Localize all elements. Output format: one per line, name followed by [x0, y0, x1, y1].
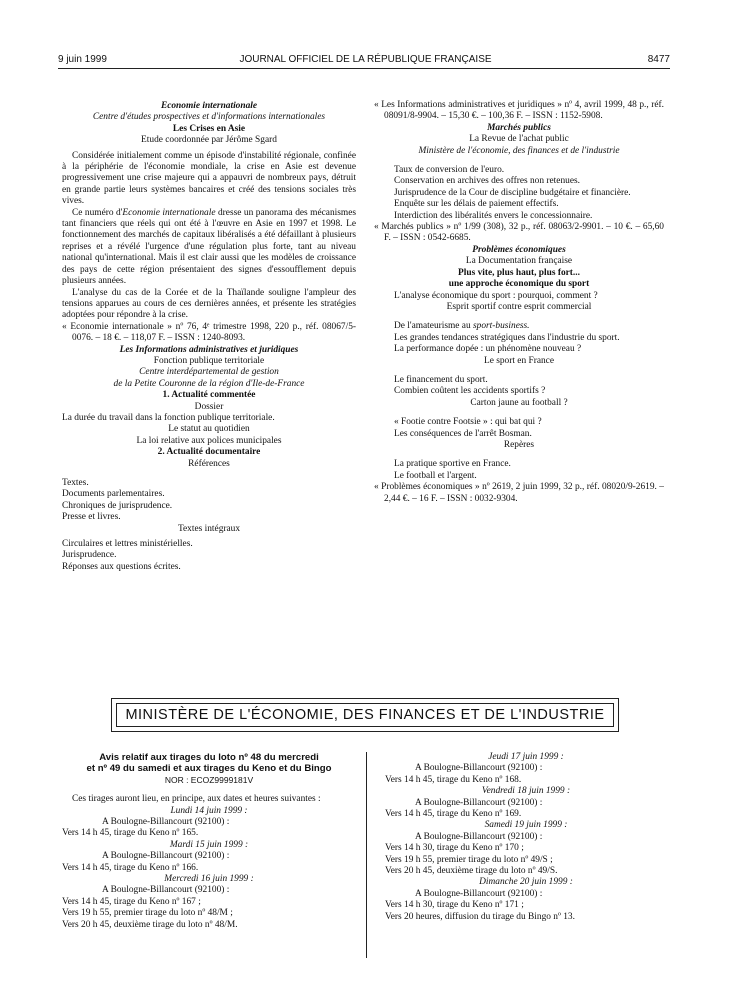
- avis-title-1: Avis relatif aux tirages du loto nº 48 du mercredi: [99, 752, 319, 763]
- ministere-line: Ministère de l'économie, des finances et de l'industrie: [418, 145, 620, 156]
- day-line: Vers 14 h 45, tirage du Keno nº 169.: [385, 809, 522, 820]
- day-line: Vers 14 h 45, tirage du Keno nº 167 ;: [62, 896, 201, 907]
- list-item: Taux de conversion de l'euro.: [394, 165, 505, 176]
- list-item: De l'amateurisme au sport-business.: [394, 321, 530, 332]
- dossier-title-2: une approche économique du sport: [448, 279, 590, 290]
- day-heading: Mardi 15 juin 1999 :: [169, 839, 249, 850]
- analyse-line: L'analyse économique du sport : pourquoi, comment ?: [394, 290, 598, 301]
- list-item: Combien coûtent les accidents sportifs ?: [394, 386, 546, 397]
- section-heading-problemes: Problèmes économiques: [472, 244, 566, 255]
- paragraph: Ce numéro d'Economie internationale dresse un panorama des mécanismes tant financiers que réels qui ont été à l'œuvre en Asie en 1997 et 1998. Le fonctionnement des marchés de capitaux libéralisés a été défaillant à plusieurs reprises et a révélé l'urgence d'une régulation plus forte, tant au niveau national qu'international. Mais il est clair aussi que les modèles de croissance des pays de cette région présentaient des signes d'essoufflement depuis plusieurs années.: [62, 207, 356, 287]
- day-heading: Vendredi 18 juin 1999 :: [481, 786, 571, 797]
- day-place: A Boulogne-Billancourt (92100) :: [102, 817, 230, 828]
- integraux-list: [62, 539, 356, 573]
- list-item: La performance dopée : un phénomène nouveau ?: [394, 344, 582, 355]
- sport-france-heading: Le sport en France: [483, 355, 555, 366]
- marches-list: [374, 165, 664, 222]
- avis-left-column: [62, 752, 356, 931]
- publisher-cepii: Centre d'études prospectives et d'informations internationales: [92, 112, 326, 123]
- list-item: Presse et livres.: [62, 512, 121, 523]
- day-line: Vers 14 h 45, tirage du Keno nº 165.: [62, 828, 199, 839]
- sport-list: [374, 375, 664, 398]
- list-item: Jurisprudence.: [62, 550, 117, 561]
- list-item: Chroniques de jurisprudence.: [62, 500, 173, 511]
- list-item: Jurisprudence de la Cour de discipline budgétaire et financière.: [394, 187, 631, 198]
- reperes-heading: Repères: [503, 439, 535, 450]
- carton-list: [374, 417, 664, 440]
- carton-heading: Carton jaune au football ?: [470, 397, 568, 408]
- day-heading: Mercredi 16 juin 1999 :: [164, 874, 254, 885]
- list-item: Circulaires et lettres ministérielles.: [62, 539, 193, 550]
- list-item: « Footie contre Footsie » : qui bat qui ?: [394, 417, 542, 428]
- day-line: Vers 14 h 45, tirage du Keno nº 166.: [62, 862, 199, 873]
- column-divider: [366, 752, 367, 958]
- day-line: Vers 20 h 45, deuxième tirage du loto nº 49/S.: [385, 866, 558, 877]
- section-heading-marches: Marchés publics: [487, 122, 551, 133]
- list-item: Interdiction des libéralités envers le concessionnaire.: [394, 210, 593, 221]
- publication-reference: « Les Informations administratives et juridiques » nº 4, avril 1999, 48 p., réf. 08091/8-9904. – 15,30 €. – 100,36 F. – ISSN : 1152-5908.: [374, 100, 664, 122]
- list-item: Documents parlementaires.: [62, 489, 165, 500]
- day-place: A Boulogne-Billancourt (92100) :: [102, 851, 230, 862]
- list-item: Enquête sur les délais de paiement effectifs.: [394, 199, 559, 210]
- day-line: Vers 19 h 55, premier tirage du loto nº 48/M ;: [62, 908, 233, 919]
- day-place: A Boulogne-Billancourt (92100) :: [415, 797, 543, 808]
- doc-francaise: La Documentation française: [465, 256, 573, 267]
- list-item: La pratique sportive en France.: [394, 459, 511, 470]
- textes-integraux-heading: Textes intégraux: [177, 523, 241, 534]
- day-line: Vers 19 h 55, premier tirage du loto nº 49/S ;: [385, 854, 553, 865]
- actualite-commentee: 1. Actualité commentée: [162, 390, 256, 401]
- day-place: A Boulogne-Billancourt (92100) :: [415, 831, 543, 842]
- left-column: [62, 101, 356, 573]
- day-line: Vers 20 h 45, deuxième tirage du loto nº 48/M.: [62, 919, 238, 930]
- day-heading: Jeudi 17 juin 1999 :: [488, 752, 564, 762]
- coordination-note: Etude coordonnée par Jérôme Sgard: [141, 135, 277, 146]
- section-heading-economie: Economie internationale: [160, 101, 258, 111]
- day-place: A Boulogne-Billancourt (92100) :: [415, 763, 543, 774]
- day-line: Vers 14 h 30, tirage du Keno nº 171 ;: [385, 900, 524, 911]
- paragraph: L'analyse du cas de la Corée et de la Thaïlande souligne l'ampleur des tensions apparues au cours de ces dernières années, et présente les stratégies adoptées pour répondre à la crise.: [62, 287, 356, 321]
- dossier-title-1: Plus vite, plus haut, plus fort...: [458, 267, 580, 278]
- esprit-heading: Esprit sportif contre esprit commercial: [446, 301, 592, 312]
- section-heading-informations: Les Informations administratives et juridiques: [119, 344, 299, 355]
- list-item: Les grandes tendances stratégiques dans l'industrie du sport.: [394, 332, 620, 343]
- references-list: [62, 478, 356, 524]
- day-heading: Lundi 14 juin 1999 :: [170, 805, 248, 816]
- day-place: A Boulogne-Billancourt (92100) :: [102, 885, 230, 896]
- centre-line-1: Centre interdépartemental de gestion: [139, 367, 279, 378]
- publication-reference: « Economie internationale » nº 76, 4ᵉ trimestre 1998, 220 p., réf. 08067/5-0076. – 18 €. – 118,07 F. – ISSN : 1240-8093.: [62, 321, 356, 344]
- reperes-list: [374, 459, 664, 482]
- day-line: Vers 20 heures, diffusion du tirage du Bingo nº 13.: [385, 911, 575, 922]
- list-item: Réponses aux questions écrites.: [62, 561, 181, 572]
- header-rule: [58, 68, 670, 69]
- header-date: 9 juin 1999: [58, 54, 107, 65]
- dossier-heading: Dossier: [194, 401, 224, 412]
- header-journal-title: JOURNAL OFFICIEL DE LA RÉPUBLIQUE FRANÇAISE: [239, 54, 492, 65]
- references-heading: Références: [188, 458, 230, 469]
- centre-line-2: de la Petite Couronne de la région d'Ile-de-France: [113, 378, 305, 389]
- statut-heading: Le statut au quotidien: [168, 424, 250, 435]
- paragraph: Considérée initialement comme un épisode d'instabilité régionale, confinée à la périphérie de l'économie mondiale, la crise en Asie est devenue progressivement une crise majeure qui a appauvri de nombreux pays, détruit en grande partie leurs systèmes bancaires et créé des tensions sociales très vives.: [62, 150, 356, 207]
- right-column: [374, 100, 664, 505]
- statut-text: La loi relative aux polices municipales: [136, 435, 282, 446]
- list-item: Les conséquences de l'arrêt Bosman.: [394, 428, 532, 439]
- ministry-banner: MINISTÈRE DE L'ÉCONOMIE, DES FINANCES ET DE L'INDUSTRIE: [116, 703, 614, 727]
- header-page-number: 8477: [647, 54, 670, 65]
- list-item: Conservation en archives des offres non retenues.: [394, 176, 580, 187]
- avis-title-2: et nº 49 du samedi et aux tirages du Keno et du Bingo: [86, 763, 332, 775]
- publication-title: Les Crises en Asie: [172, 123, 246, 134]
- dossier-text: La durée du travail dans la fonction publique territoriale.: [62, 412, 275, 423]
- nor-reference: NOR : ECOZ9999181V: [164, 774, 254, 785]
- actualite-documentaire: 2. Actualité documentaire: [157, 447, 261, 458]
- day-place: A Boulogne-Billancourt (92100) :: [415, 888, 543, 899]
- day-line: Vers 14 h 30, tirage du Keno nº 170 ;: [385, 843, 524, 854]
- subsection-fonction-publique: Fonction publique territoriale: [153, 355, 265, 366]
- list-item: Textes.: [62, 478, 89, 488]
- esprit-list: [374, 321, 664, 355]
- publication-reference: « Problèmes économiques » nº 2619, 2 juin 1999, 32 p., réf. 08020/9-2619. – 2,44 €. – 16 F. – ISSN : 0032-9304.: [374, 482, 664, 504]
- list-item: Le financement du sport.: [394, 374, 488, 385]
- day-heading: Samedi 19 juin 1999 :: [484, 820, 568, 831]
- avis-right-column: [385, 752, 667, 923]
- day-line: Vers 14 h 45, tirage du Keno nº 168.: [385, 774, 522, 785]
- revue-title: La Revue de l'achat public: [469, 134, 569, 145]
- avis-intro: Ces tirages auront lieu, en principe, aux dates et heures suivantes :: [72, 794, 321, 805]
- day-heading: Dimanche 20 juin 1999 :: [479, 877, 573, 888]
- list-item: Le football et l'argent.: [394, 470, 477, 481]
- publication-reference: « Marchés publics » nº 1/99 (308), 32 p., réf. 08063/2-9901. – 10 €. – 65,60 F. – ISSN : 0542-6685.: [374, 222, 664, 244]
